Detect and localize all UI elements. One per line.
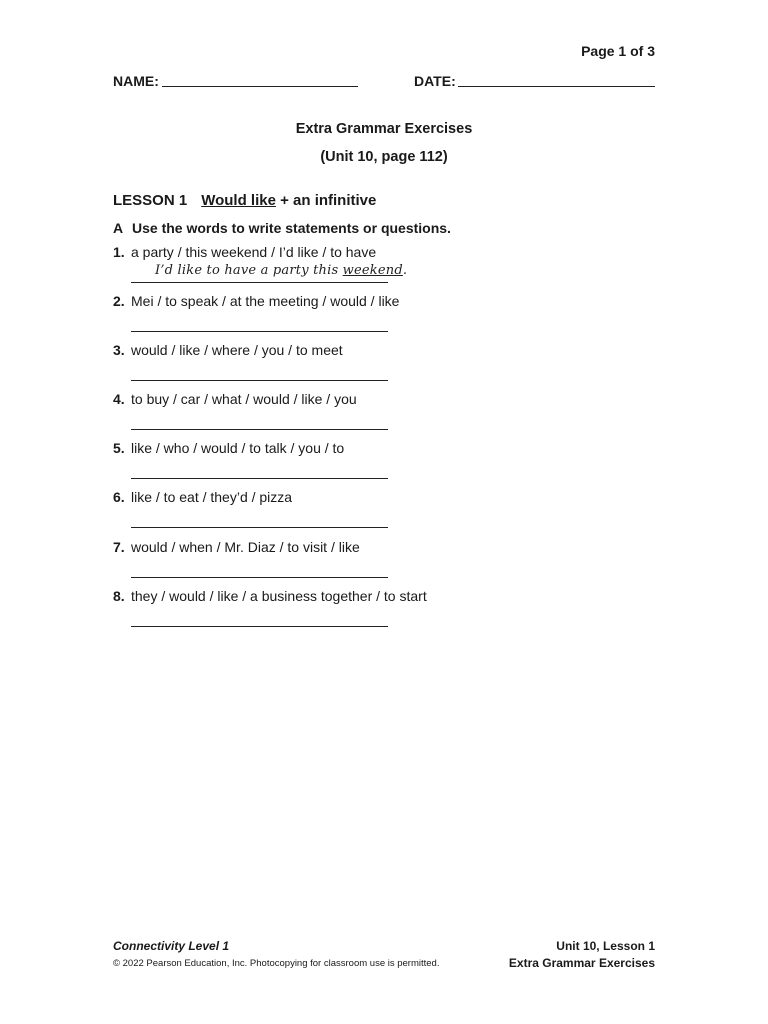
example-answer-handwritten xyxy=(155,263,407,278)
answer-line-1[interactable] xyxy=(131,282,388,283)
item-prompt: would / when / Mr. Diaz / to visit / like xyxy=(131,539,360,555)
lesson-topic-rest: + an infinitive xyxy=(275,192,377,209)
item-number: 8. xyxy=(113,588,125,604)
answer-line-5[interactable] xyxy=(131,478,388,479)
date-field-line[interactable] xyxy=(458,86,655,87)
lesson-heading xyxy=(113,192,376,209)
answer-line-4[interactable] xyxy=(131,429,388,430)
footer-unit-lesson: Unit 10, Lesson 1 xyxy=(556,939,655,953)
name-label: NAME: xyxy=(113,73,159,89)
item-prompt: a party / this weekend / I’d like / to have xyxy=(131,244,377,260)
item-number: 4. xyxy=(113,391,125,407)
answer-text: I’d like to have a party this xyxy=(155,263,343,278)
footer-copyright: © 2022 Pearson Education, Inc. Photocopying for classroom use is permitted. xyxy=(113,958,440,969)
item-prompt: would / like / where / you / to meet xyxy=(131,342,343,358)
answer-line-3[interactable] xyxy=(131,380,388,381)
date-label: DATE: xyxy=(414,73,456,89)
section-a-instruction xyxy=(113,220,451,236)
answer-line-8[interactable] xyxy=(131,626,388,627)
item-number: 3. xyxy=(113,342,125,358)
answer-line-7[interactable] xyxy=(131,577,388,578)
item-prompt: like / who / would / to talk / you / to xyxy=(131,440,345,456)
footer-book-title: Connectivity Level 1 xyxy=(113,939,230,953)
name-field-line[interactable] xyxy=(162,86,358,87)
answer-period: . xyxy=(402,263,408,278)
item-number: 5. xyxy=(113,440,125,456)
item-number: 1. xyxy=(113,244,125,260)
lesson-tag: LESSON 1 xyxy=(113,192,188,209)
item-prompt: Mei / to speak / at the meeting / would / like xyxy=(131,293,400,309)
item-prompt: to buy / car / what / would / like / you xyxy=(131,391,357,407)
lesson-topic-underlined: Would like xyxy=(201,192,276,209)
instruction-text: Use the words to write statements or questions. xyxy=(132,220,451,236)
item-prompt: they / would / like / a business together / to start xyxy=(131,588,427,604)
worksheet-subtitle: (Unit 10, page 112) xyxy=(320,149,448,165)
page-number: Page 1 of 3 xyxy=(581,43,655,59)
footer-section: Extra Grammar Exercises xyxy=(508,956,655,970)
item-number: 7. xyxy=(113,539,125,555)
answer-line-6[interactable] xyxy=(131,527,388,528)
answer-underlined-word: weekend xyxy=(342,263,403,278)
section-letter: A xyxy=(113,220,124,236)
answer-line-2[interactable] xyxy=(131,331,388,332)
item-number: 2. xyxy=(113,293,125,309)
worksheet-title: Extra Grammar Exercises xyxy=(295,121,473,137)
item-number: 6. xyxy=(113,489,125,505)
item-prompt: like / to eat / they’d / pizza xyxy=(131,489,293,505)
